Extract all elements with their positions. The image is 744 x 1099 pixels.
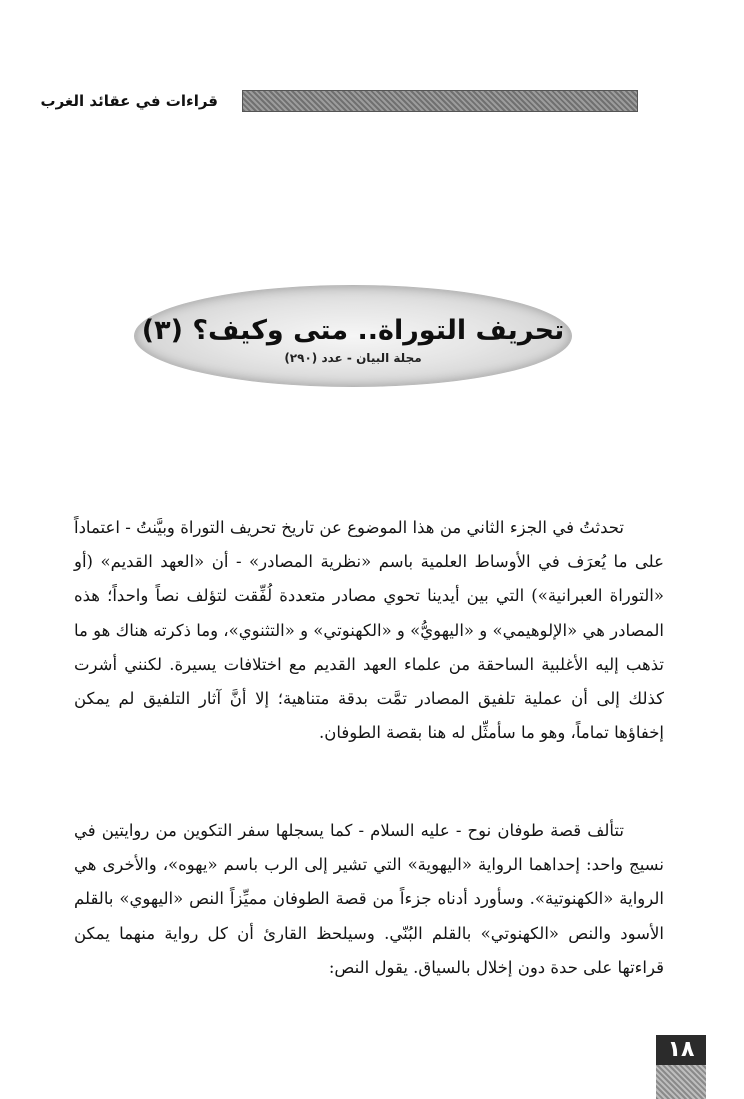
article-source: مجلة البيان - عدد (٢٩٠) (284, 351, 422, 365)
running-header (28, 88, 636, 114)
paragraph-2: تتألف قصة طوفان نوح - عليه السلام - كما يسجلها سفر التكوين من روايتين في نسيج واحد: إحداهما الرواية «اليهوية» التي تشير إلى الرب باسم «يهوه»، والأخرى هي الرواية «الكهنوتية». وسأورد أدناه جزءاً من قصة الطوفان مميِّزاً النص «اليهوي» بالقلم الأسود والنص «الكهنوتي» بالقلم البُنّي. وسيلحظ القارئ أن كل رواية منهما يمكن قراءتها على حدة دون إخلال بالسياق. يقول النص: (74, 821, 664, 977)
page-number: ١٨ (656, 1035, 706, 1065)
header-title: قراءات في عقائد الغرب (40, 92, 218, 110)
page-number-decoration (656, 1065, 706, 1099)
article-title: تحريف التوراة.. متى وكيف؟ (٣) (141, 315, 565, 346)
article-title-badge (134, 285, 572, 387)
paragraph-1: تحدثتُ في الجزء الثاني من هذا الموضوع عن تاريخ تحريف التوراة وبيَّنتُ - اعتماداً على ما يُعرَف في الأوساط العلمية باسم «نظرية المصادر» - أن «العهد القديم» (أو «التوراة العبرانية») التي بين أيدينا تحوي مصادر متعددة لُفِّقت لتؤلف نصاً واحداً؛ هذه المصادر هي «الإلوهيمي» و «اليهويُّ» و «الكهنوتي» و «التثنوي»، وما ذكرته هناك هو ما تذهب إليه الأغلبية الساحقة من علماء العهد القديم مع اختلافات يسيرة. لكنني أشرت كذلك إلى أن عملية تلفيق المصادر تمَّت بدقة متناهية؛ إلا أنَّ آثار التلفيق لم يمكن إخفاؤها تماماً، وهو ما سأمثِّل له هنا بقصة الطوفان. (74, 518, 664, 743)
header-decorative-bar (242, 90, 638, 112)
